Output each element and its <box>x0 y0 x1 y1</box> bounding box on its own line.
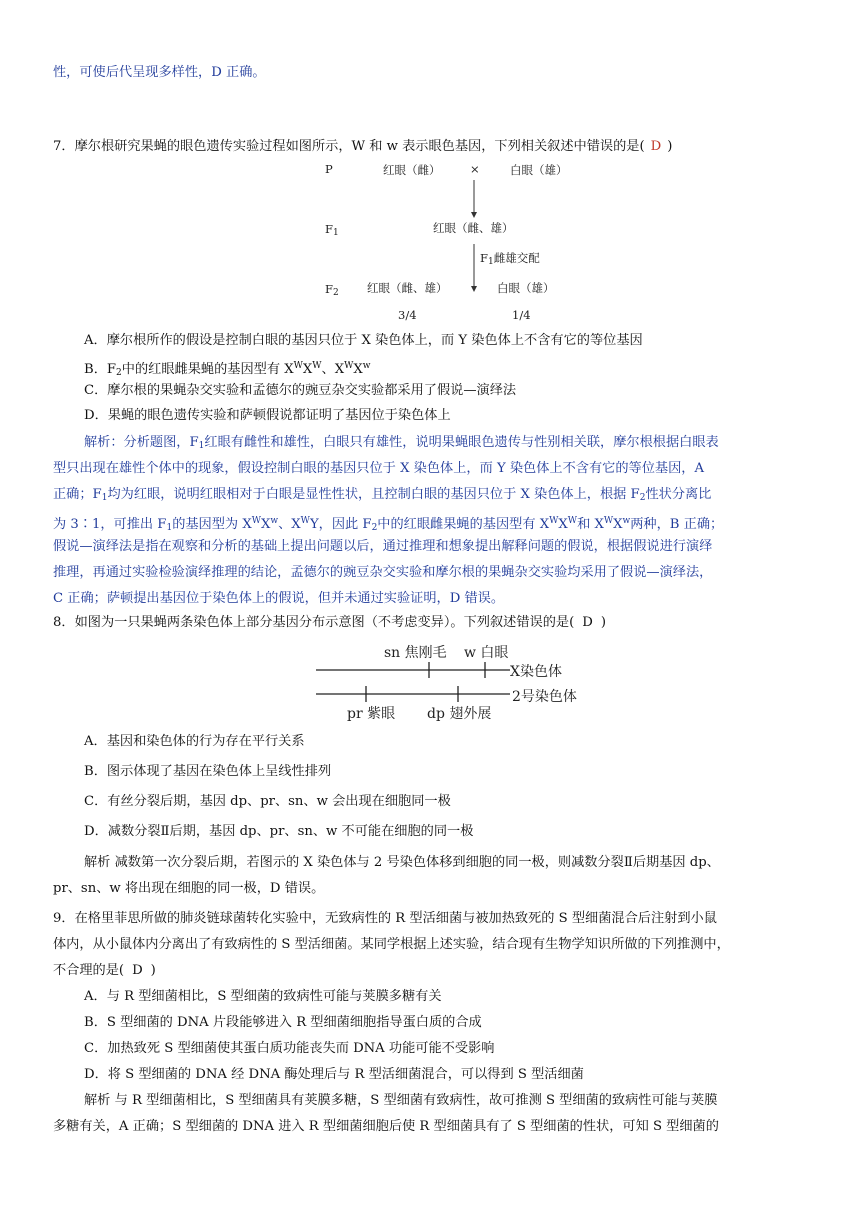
q7-answer: D <box>650 139 662 154</box>
chromosome-2-label: 2号染色体 <box>512 689 577 705</box>
q9-answer: D <box>132 963 143 978</box>
p-male-white: 白眼（雄） <box>510 163 568 177</box>
q8-option-a: A．基因和染色体的行为存在平行关系 <box>84 734 305 749</box>
gene-pr: pr 紫眼 <box>347 706 396 722</box>
q7-option-d: D．果蝇的眼色遗传实验和萨顿假说都证明了基因位于染色体上 <box>84 408 451 423</box>
gene-w: w 白眼 <box>464 645 509 661</box>
q9-stem-line: 9．在格里菲思所做的肺炎链球菌转化实验中，无致病性的 R 型活细菌与被加热致死的 S 型细菌混合后注射到小鼠 <box>53 911 717 926</box>
q9-stem-line: 体内，从小鼠体内分离出了有致病性的 S 型活细菌。某同学根据上述实验，结合现有生物学知识所做的下列推测中， <box>53 937 730 952</box>
q9-option-c: C．加热致死 S 型细菌使其蛋白质功能丧失而 DNA 功能可能不受影响 <box>84 1041 495 1056</box>
f1-label: $F_1$ <box>325 222 339 238</box>
q7-analysis-line: 正确；$F_1$均为红眼，说明红眼相对于白眼是显性性状，且控制白眼的基因只位于 X 染色体上，根据 $F_2$性状分离比 <box>53 487 712 503</box>
q7-analysis-line: 为 3∶1，可推出 $F_1$的基因型为 $X^WX^w$、$X^WY$，因此 $F_2$中的红眼雌果蝇的基因型有 $X^WX^W$和 $X^WX^w$两种，B 正确； <box>53 516 724 533</box>
q9-option-d: D．将 S 型细菌的 DNA 经 DNA 酶处理后与 R 型活细菌混合，可以得到 S 型活细菌 <box>84 1067 584 1082</box>
q7-analysis-line: C 正确；萨顿提出基因位于染色体上的假说，但并未通过实验证明，D 错误。 <box>53 591 505 606</box>
q9-stem-line: 不合理的是( D ) <box>53 963 156 978</box>
x-chromosome-label: X染色体 <box>510 664 562 680</box>
q8-option-c: C．有丝分裂后期，基因 dp、pr、sn、w 会出现在细胞同一极 <box>84 794 451 809</box>
cross-sign: × <box>470 162 480 176</box>
q9-analysis-line: 解析 与 R 型细菌相比，S 型细菌具有荚膜多糖，S 型细菌有致病性，故可推测 S 型细菌的致病性可能与荚膜 <box>84 1093 718 1108</box>
q8-stem: 8．如图为一只果蝇两条染色体上部分基因分布示意图（不考虑变异）。下列叙述错误的是( D ) <box>53 615 606 630</box>
f1-cross-note: $F_1$雌雄交配 <box>480 251 540 267</box>
q9-option-a: A．与 R 型细菌相比，S 型细菌的致病性可能与荚膜多糖有关 <box>84 989 442 1004</box>
q7-analysis-line: 解析：分析题图，$F_1$红眼有雌性和雄性，白眼只有雄性，说明果蝇眼色遗传与性别相关联，摩尔根根据白眼表 <box>84 435 719 451</box>
ratio-red: 3/4 <box>398 308 417 322</box>
q9-analysis-line: 多糖有关，A 正确；S 型细菌的 DNA 进入 R 型细菌细胞后使 R 型细菌具有了 S 型细菌的性状，可知 S 型细菌的 <box>53 1119 719 1134</box>
q8-analysis-line: 解析 减数第一次分裂后期，若图示的 X 染色体与 2 号染色体移到细胞的同一极，则减数分裂Ⅱ后期基因 dp、 <box>84 855 720 870</box>
q8-option-d: D．减数分裂Ⅱ后期，基因 dp、pr、sn、w 不可能在细胞的同一极 <box>84 824 474 839</box>
p-female-red: 红眼（雌） <box>383 163 441 177</box>
analysis-continuation: 性，可使后代呈现多样性，D 正确。 <box>53 65 266 80</box>
gene-dp: dp 翅外展 <box>427 706 492 722</box>
f2-white-eye: 白眼（雄） <box>497 281 555 295</box>
f2-label: $F_2$ <box>325 282 339 298</box>
q7-option-a: A．摩尔根所作的假设是控制白眼的基因只位于 X 染色体上，而 Y 染色体上不含有它的等位基因 <box>84 333 643 348</box>
ratio-white: 1/4 <box>512 308 531 322</box>
f2-red-eye: 红眼（雌、雄） <box>367 281 448 295</box>
q7-analysis-line: 假说—演绎法是指在观察和分析的基础上提出问题以后，通过推理和想象提出解释问题的假说，根据假说进行演绎 <box>53 539 713 554</box>
q7-option-b: B．$F_2$中的红眼雌果蝇的基因型有 $X^WX^W$、$X^WX^w$ <box>84 361 371 378</box>
q7-analysis-line: 推理，再通过实验检验演绎推理的结论，孟德尔的豌豆杂交实验和摩尔根的果蝇杂交实验均采用了假说—演绎法， <box>53 565 713 580</box>
q7-option-c: C．摩尔根的果蝇杂交实验和孟德尔的豌豆杂交实验都采用了假说—演绎法 <box>84 383 517 398</box>
gene-sn: sn 焦刚毛 <box>384 645 447 661</box>
q8-option-b: B．图示体现了基因在染色体上呈线性排列 <box>84 764 332 779</box>
q8-analysis-line: pr、sn、w 将出现在细胞的同一极，D 错误。 <box>53 881 325 896</box>
q7-stem: 7．摩尔根研究果蝇的眼色遗传实验过程如图所示，W 和 w 表示眼色基因，下列相关叙述中错误的是( D ) <box>53 139 673 154</box>
chromosome-lines <box>314 660 514 704</box>
q9-option-b: B．S 型细菌的 DNA 片段能够进入 R 型细菌细胞指导蛋白质的合成 <box>84 1015 482 1030</box>
q7-analysis-line: 型只出现在雄性个体中的现象，假设控制白眼的基因只位于 X 染色体上，而 Y 染色体上不含有它的等位基因，A <box>53 461 705 476</box>
f1-offspring: 红眼（雌、雄） <box>433 221 514 235</box>
generation-arrows <box>466 178 482 298</box>
q8-answer: D <box>582 615 593 630</box>
p-label: P <box>325 162 333 176</box>
